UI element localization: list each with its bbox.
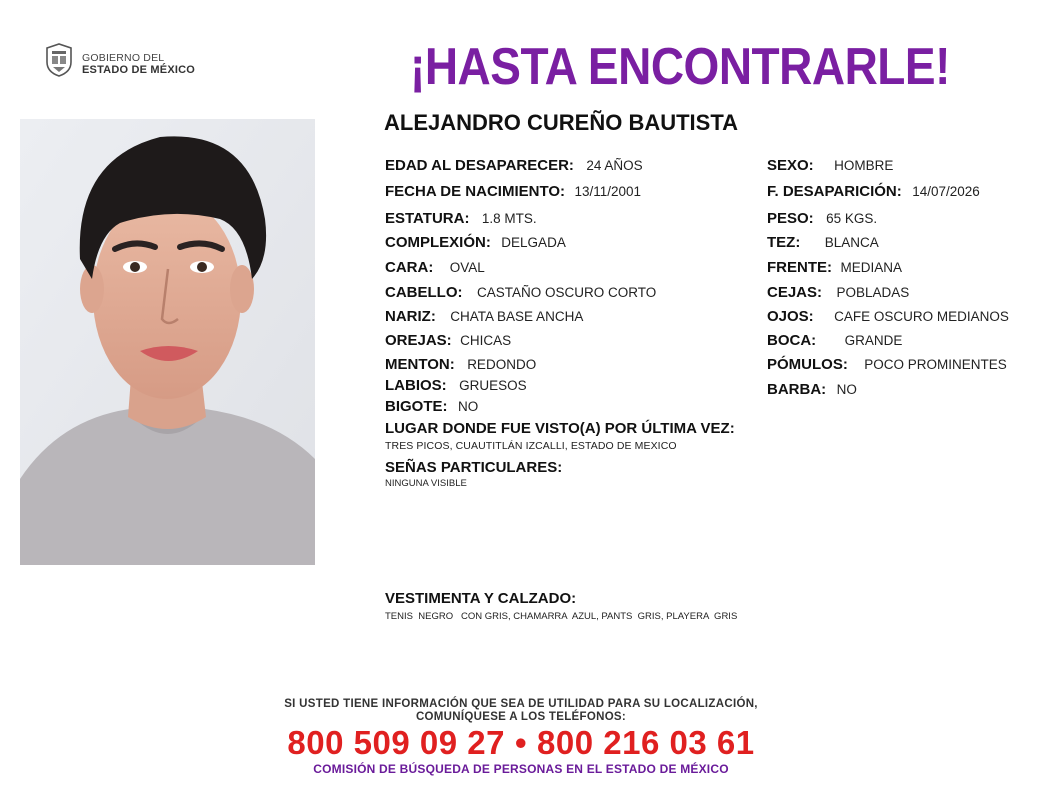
clothing-label: VESTIMENTA Y CALZADO: <box>385 590 577 607</box>
marks-value: NINGUNA VISIBLE <box>385 478 467 489</box>
field-value: NO <box>457 399 479 414</box>
field-birthdate <box>385 183 641 201</box>
field-beard <box>767 381 857 399</box>
field-label: TEZ: <box>767 234 801 251</box>
field-ears <box>385 332 511 350</box>
field-eyebrows <box>767 284 909 302</box>
field-value: GRANDE <box>844 333 903 348</box>
field-value: CHICAS <box>460 333 512 348</box>
field-value: 13/11/2001 <box>574 184 642 199</box>
field-label: CEJAS: <box>767 284 823 301</box>
last-seen-value: TRES PICOS, CUAUTITLÁN IZCALLI, ESTADO DE MEXICO <box>385 440 677 452</box>
field-mouth <box>767 332 902 350</box>
poster-title: ¡HASTA ENCONTRARLE! <box>410 37 950 96</box>
phone-numbers <box>0 724 1042 762</box>
field-label: BIGOTE: <box>385 398 448 415</box>
field-value: BLANCA <box>824 235 879 250</box>
field-label: BOCA: <box>767 332 817 349</box>
field-eyes <box>767 308 1009 326</box>
field-weight <box>767 210 877 228</box>
field-label: CABELLO: <box>385 284 463 301</box>
missing-person-name: ALEJANDRO CUREÑO BAUTISTA <box>384 110 739 135</box>
field-value: 14/07/2026 <box>912 184 980 199</box>
field-label: MENTON: <box>385 356 455 373</box>
field-label: OREJAS: <box>385 332 452 349</box>
field-value: DELGADA <box>501 235 566 250</box>
field-forehead <box>767 259 902 277</box>
field-label: FRENTE: <box>767 259 832 276</box>
field-value: HOMBRE <box>834 158 894 173</box>
field-mustache <box>385 398 478 416</box>
contact-notice-line-2: COMUNÍQUESE A LOS TELÉFONOS: <box>415 711 627 723</box>
field-label: ESTATURA: <box>385 210 470 227</box>
field-label: CARA: <box>385 259 434 276</box>
field-label: LABIOS: <box>385 377 447 394</box>
field-value: POCO PROMINENTES <box>864 357 1007 372</box>
field-value: 1.8 MTS. <box>481 211 537 226</box>
person-photo <box>20 119 315 565</box>
commission-name: COMISIÓN DE BÚSQUEDA DE PERSONAS EN EL ESTADO DE MÉXICO <box>313 762 729 776</box>
field-value: NO <box>836 382 857 397</box>
field-value: CHATA BASE ANCHA <box>450 309 584 324</box>
state-seal-icon <box>44 42 74 78</box>
field-lips <box>385 377 527 395</box>
field-build <box>385 234 566 252</box>
clothing-value: TENIS NEGRO CON GRIS, CHAMARRA AZUL, PANTS GRIS, PLAYERA GRIS <box>385 611 738 622</box>
field-chin <box>385 356 536 374</box>
phone-separator: • <box>514 724 528 761</box>
logo-line-2: ESTADO DE MÉXICO <box>82 64 196 76</box>
field-value: GRUESOS <box>459 378 527 393</box>
field-label: FECHA DE NACIMIENTO: <box>385 183 565 200</box>
field-nose <box>385 308 583 326</box>
last-seen-label: LUGAR DONDE FUE VISTO(A) POR ÚLTIMA VEZ: <box>385 420 735 437</box>
field-face <box>385 259 485 277</box>
phone-number-1[interactable]: 800 509 09 27 <box>287 724 505 761</box>
field-label: COMPLEXIÓN: <box>385 234 491 251</box>
field-value: CASTAÑO OSCURO CORTO <box>476 285 657 300</box>
field-label: PESO: <box>767 210 814 227</box>
logo-line-1: GOBIERNO DEL <box>82 52 165 64</box>
field-label: NARIZ: <box>385 308 436 325</box>
government-logo <box>44 42 204 82</box>
field-label: BARBA: <box>767 381 827 398</box>
field-value: OVAL <box>449 260 485 275</box>
contact-notice-line-1: SI USTED TIENE INFORMACIÓN QUE SEA DE UTILIDAD PARA SU LOCALIZACIÓN, <box>284 698 758 710</box>
field-disappearance-date <box>767 183 980 201</box>
field-value: 24 AÑOS <box>586 158 643 173</box>
field-value: 65 KGS. <box>826 211 878 226</box>
marks-label: SEÑAS PARTICULARES: <box>385 459 563 476</box>
person-photo-image <box>20 119 315 565</box>
field-cheekbones <box>767 356 1007 374</box>
field-height <box>385 210 537 228</box>
field-skin <box>767 234 879 252</box>
field-label: F. DESAPARICIÓN: <box>767 183 902 200</box>
field-value: REDONDO <box>467 357 537 372</box>
field-hair <box>385 284 656 302</box>
field-age <box>385 157 643 175</box>
field-sex <box>767 157 893 175</box>
field-label: EDAD AL DESAPARECER: <box>385 157 574 174</box>
field-label: SEXO: <box>767 157 814 174</box>
field-value: MEDIANA <box>840 260 902 275</box>
field-label: OJOS: <box>767 308 814 325</box>
field-label: PÓMULOS: <box>767 356 848 373</box>
field-value: CAFE OSCURO MEDIANOS <box>834 309 1009 324</box>
field-value: POBLADAS <box>836 285 910 300</box>
phone-number-2[interactable]: 800 216 03 61 <box>537 724 755 761</box>
